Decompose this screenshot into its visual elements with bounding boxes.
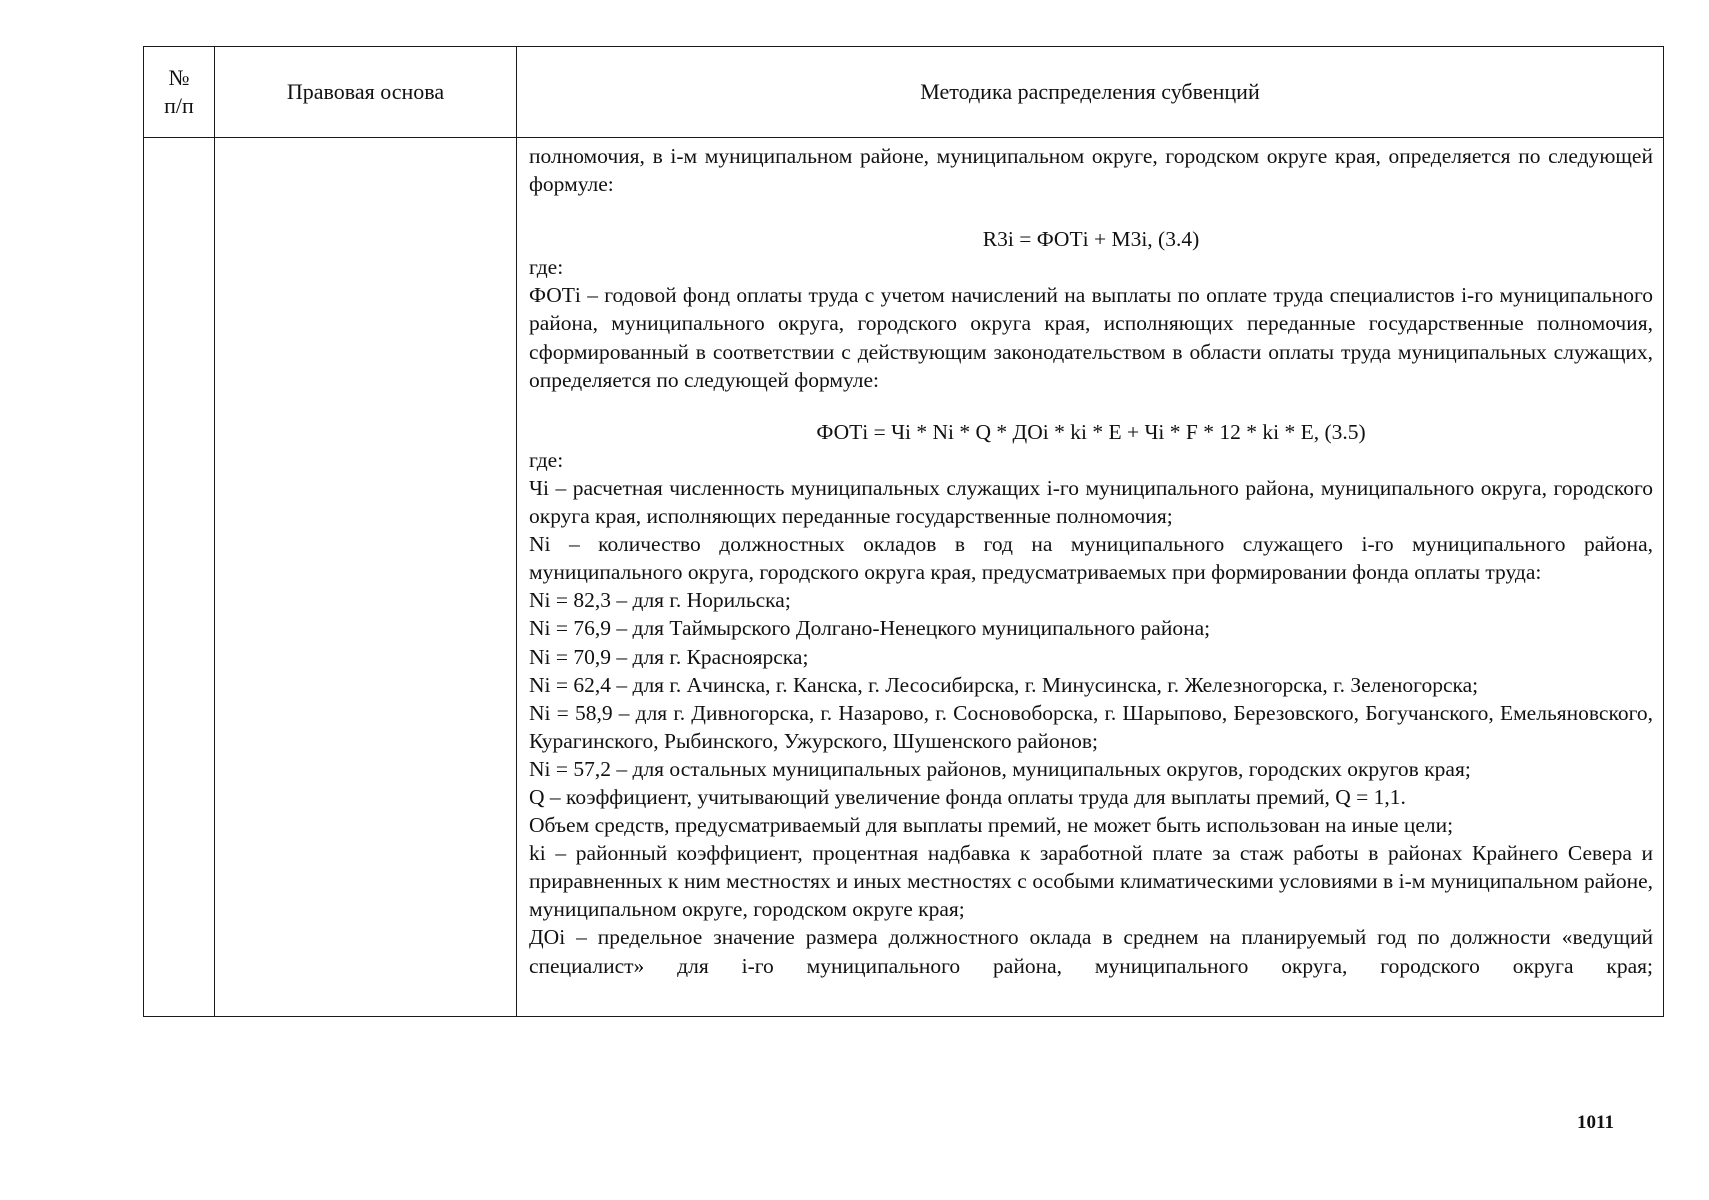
methodology-table — [143, 46, 1664, 1017]
method-paragraph: Ni = 62,4 – для г. Ачинска, г. Канска, г. Лесосибирска, г. Минусинска, г. Железногорска, г. Зеленогорска; — [529, 672, 1479, 697]
formula: R3i = ФОТi + M3i, (3.4) — [982, 227, 1200, 252]
method-paragraph: Ni = 58,9 – для г. Дивногорска, г. Назарово, г. Сосновоборска, г. Шарыпово, Березовского, Богучанского, Емельяновского, Курагинского, Рыбинского, Ужурского, Шушенского районов; — [529, 700, 1653, 753]
cell-method — [517, 138, 1664, 1017]
method-paragraph: Ni = 70,9 – для г. Красноярска; — [529, 644, 809, 669]
method-paragraph: Ni = 76,9 – для Таймырского Долгано-Ненецкого муниципального района; — [529, 616, 1211, 641]
column-header-number — [144, 47, 215, 138]
method-paragraph: ki – районный коэффициент, процентная надбавка к заработной плате за стаж работы в районах Крайнего Севера и приравненных к ним местностях и иных местностях с особыми климатическими условиями в i-м муниципальном районе, муниципальном округе, городском округе края; — [529, 841, 1653, 922]
column-header-method: Методика распределения субвенций — [517, 47, 1664, 138]
method-paragraph: где: — [529, 255, 564, 280]
column-header-number-line2: п/п — [164, 93, 194, 118]
method-paragraph: Объем средств, предусматриваемый для выплаты премий, не может быть использован на иные цели; — [529, 813, 1454, 838]
column-header-legal-basis: Правовая основа — [215, 47, 517, 138]
method-text — [529, 142, 1653, 980]
method-paragraph: Чi – расчетная численность муниципальных служащих i-го муниципального района, муниципального округа, городского округа края, исполняющих переданные государственные полномочия; — [529, 475, 1653, 529]
cell-legal-basis — [215, 138, 517, 1017]
table-row — [144, 138, 1664, 1017]
formula: ФОТi = Чi * Ni * Q * ДОi * ki * E + Чi * F * 12 * ki * E, (3.5) — [816, 419, 1366, 444]
method-paragraph: Ni – количество должностных окладов в год на муниципального служащего i-го муниципального района, муниципального округа, городского округа края, предусматриваемых при формировании фонда оплаты труда: — [529, 532, 1653, 585]
column-header-number-line1: № — [168, 65, 190, 90]
method-paragraph: где: — [529, 447, 564, 472]
page-number: 1011 — [1577, 1112, 1614, 1133]
table-header-row — [144, 47, 1664, 138]
cell-number — [144, 138, 215, 1017]
method-paragraph: Ni = 57,2 – для остальных муниципальных районов, муниципальных округов, городских округов края; — [529, 756, 1471, 781]
method-paragraph: Q – коэффициент, учитывающий увеличение фонда оплаты труда для выплаты премий, Q = 1,1. — [529, 784, 1406, 809]
method-paragraph: ДОi – предельное значение размера должностного оклада в среднем на планируемый год по должности «ведущий специалист» для i-го муниципального района, муниципального округа, городского округа края; — [529, 925, 1653, 978]
method-paragraph: полномочия, в i-м муниципальном районе, муниципальном округе, городском округе края, определяется по следующей формуле: — [529, 144, 1653, 197]
method-paragraph: ФОТi – годовой фонд оплаты труда с учетом начислений на выплаты по оплате труда специалистов i-го муниципального района, муниципального округа, городского округа края, исполняющих переданные государственные полномочия, сформированный в соответствии с действующим законодательством в области оплаты труда муниципальных служащих, определяется по следующей формуле: — [529, 283, 1653, 392]
method-paragraph: Ni = 82,3 – для г. Норильска; — [529, 588, 791, 613]
